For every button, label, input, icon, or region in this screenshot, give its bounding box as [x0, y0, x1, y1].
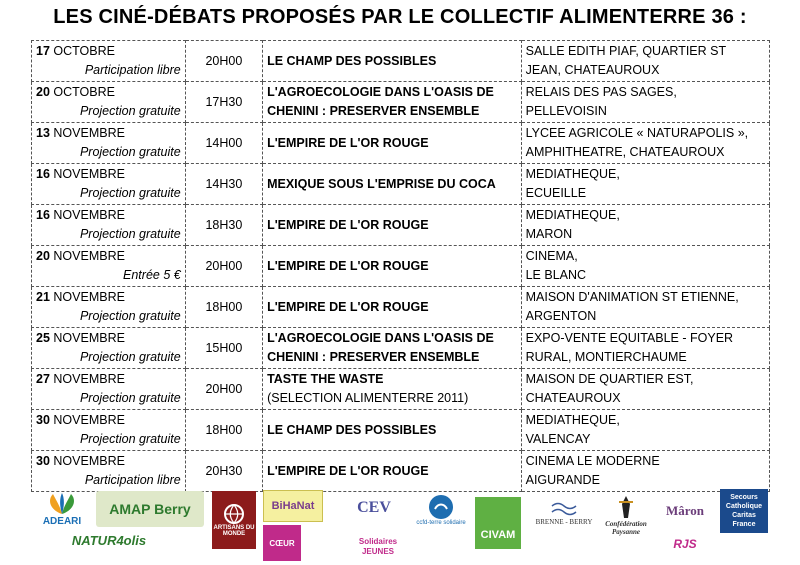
day-number: 27 [36, 372, 50, 386]
venue-cell [521, 287, 769, 328]
day-number: 13 [36, 126, 50, 140]
time-cell: 17H30 [185, 82, 262, 123]
price-note: Projection gratuite [79, 391, 181, 405]
date-cell [32, 369, 186, 410]
month: NOVEMBRE [53, 126, 125, 140]
venue-cell [521, 451, 769, 492]
price-note: Projection gratuite [79, 186, 181, 200]
film-cell [263, 205, 522, 246]
logo-text: BRENNE - BERRY [535, 518, 593, 526]
month: NOVEMBRE [53, 454, 125, 468]
film-cell [263, 164, 522, 205]
table-row [32, 287, 770, 328]
venue-line-2: AMPHITHEATRE, CHATEAUROUX [525, 145, 725, 159]
film-cell [263, 82, 522, 123]
venue-line-2: CHATEAUROUX [525, 391, 621, 405]
logo-text: Confédération Paysanne [605, 520, 647, 536]
venue-cell [521, 205, 769, 246]
film-title: LE CHAMP DES POSSIBLES [267, 53, 437, 68]
venue-cell [521, 164, 769, 205]
film-cell [263, 369, 522, 410]
film-cell [263, 287, 522, 328]
day-number: 20 [36, 85, 50, 99]
amap-logo [96, 491, 204, 527]
logo-text: RJS [673, 537, 697, 551]
civam-logo [475, 497, 521, 549]
adeari-logo [30, 489, 94, 529]
film-cell [263, 410, 522, 451]
venue-cell [521, 123, 769, 164]
day-number: 30 [36, 454, 50, 468]
page-title: LES CINÉ-DÉBATS PROPOSÉS PAR LE COLLECTIF ALIMENTERRE 36 : [53, 6, 747, 28]
day-number: 21 [36, 290, 50, 304]
date-cell [32, 164, 186, 205]
venue-line-2: VALENCAY [525, 432, 591, 446]
table-row [32, 451, 770, 492]
venue-cell [521, 82, 769, 123]
table-row [32, 328, 770, 369]
table-row [32, 205, 770, 246]
time-cell: 18H00 [185, 287, 262, 328]
logo-text: CEV [357, 499, 391, 516]
date-cell [32, 287, 186, 328]
time-cell: 20H00 [185, 246, 262, 287]
price-note: Participation libre [84, 63, 181, 77]
film-cell [263, 451, 522, 492]
venue-line-1: CINEMA LE MODERNE [525, 454, 660, 468]
logo-text: Secours Catholique Caritas France [725, 494, 763, 528]
venue-line-2: LE BLANC [525, 268, 587, 282]
leaf-icon [45, 492, 79, 516]
venue-line-1: EXPO-VENTE EQUITABLE - FOYER [525, 331, 734, 345]
solidaires-jeunes-logo [348, 531, 408, 563]
table-row [32, 369, 770, 410]
table-row [32, 123, 770, 164]
price-note: Participation libre [84, 473, 181, 487]
time-cell: 18H00 [185, 410, 262, 451]
venue-cell [521, 41, 769, 82]
artisans-du-monde-logo [212, 491, 256, 549]
film-title: TASTE THE WASTE [267, 372, 384, 386]
natura-logo [66, 529, 152, 551]
day-number: 16 [36, 208, 50, 222]
venue-line-1: CINEMA, [525, 249, 578, 263]
time-cell: 14H30 [185, 164, 262, 205]
month: NOVEMBRE [53, 372, 125, 386]
day-number: 25 [36, 331, 50, 345]
venue-line-2: ARGENTON [525, 309, 597, 323]
date-cell [32, 451, 186, 492]
logo-text: Mâron [665, 503, 705, 518]
globe-icon [223, 503, 245, 525]
farmer-icon [616, 494, 636, 520]
month: NOVEMBRE [53, 208, 125, 222]
table-row [32, 164, 770, 205]
time-cell: 18H30 [185, 205, 262, 246]
table-row [32, 410, 770, 451]
hands-icon [428, 494, 454, 520]
film-title: L'EMPIRE DE L'OR ROUGE [267, 463, 429, 478]
price-note: Projection gratuite [79, 227, 181, 241]
film-title: L'EMPIRE DE L'OR ROUGE [267, 217, 429, 232]
venue-cell [521, 246, 769, 287]
month: NOVEMBRE [53, 249, 125, 263]
confederation-paysanne-logo [595, 490, 657, 540]
logo-text: BiHaNat [271, 500, 315, 512]
month: NOVEMBRE [53, 167, 125, 181]
logo-text: ccfd-terre solidaire [416, 520, 466, 526]
venue-line-1: MAISON DE QUARTIER EST, [525, 372, 694, 386]
ccfd-logo [410, 490, 472, 530]
venue-line-1: MEDIATHEQUE, [525, 167, 620, 181]
date-cell [32, 246, 186, 287]
venue-line-2: ECUEILLE [525, 186, 587, 200]
waves-icon [551, 500, 577, 518]
film-title: L'AGROECOLOGIE DANS L'OASIS DE CHENINI : PRESERVER ENSEMBLE [267, 331, 494, 364]
logo-text: CIVAM [480, 529, 516, 541]
venue-cell [521, 328, 769, 369]
day-number: 16 [36, 167, 50, 181]
film-cell [263, 246, 522, 287]
table-row [32, 82, 770, 123]
price-note: Projection gratuite [79, 104, 181, 118]
venue-line-1: MEDIATHEQUE, [525, 413, 620, 427]
rjs-logo [658, 531, 712, 557]
venue-cell [521, 369, 769, 410]
venue-line-1: MEDIATHEQUE, [525, 208, 620, 222]
venue-line-1: MAISON D'ANIMATION ST ETIENNE, [525, 290, 739, 304]
table-row [32, 41, 770, 82]
venue-cell [521, 410, 769, 451]
time-cell: 20H30 [185, 451, 262, 492]
logo-text: CŒUR [269, 538, 295, 548]
venue-line-2: AIGURANDE [525, 473, 600, 487]
film-cell [263, 123, 522, 164]
month: OCTOBRE [53, 85, 115, 99]
price-note: Entrée 5 € [123, 268, 181, 282]
month: NOVEMBRE [53, 331, 125, 345]
film-cell [263, 41, 522, 82]
film-title: L'EMPIRE DE L'OR ROUGE [267, 258, 429, 273]
date-cell [32, 41, 186, 82]
film-title: LE CHAMP DES POSSIBLES [267, 422, 437, 437]
film-cell [263, 328, 522, 369]
film-title: L'EMPIRE DE L'OR ROUGE [267, 135, 429, 150]
price-note: Projection gratuite [79, 145, 181, 159]
date-cell [32, 205, 186, 246]
maron-logo [658, 493, 712, 529]
table-row [32, 246, 770, 287]
film-note: (SELECTION ALIMENTERRE 2011) [267, 391, 469, 405]
logo-text: AMAP Berry [109, 501, 191, 517]
secours-catholique-logo [720, 489, 768, 533]
date-cell [32, 328, 186, 369]
day-number: 20 [36, 249, 50, 263]
film-title: MEXIQUE SOUS L'EMPRISE DU COCA [267, 176, 496, 191]
price-note: Projection gratuite [79, 350, 181, 364]
film-title: L'EMPIRE DE L'OR ROUGE [267, 299, 429, 314]
logo-text: ARTISANS DU MONDE [213, 525, 255, 537]
time-cell: 14H00 [185, 123, 262, 164]
venue-line-2: JEAN, CHATEAUROUX [525, 63, 660, 77]
date-cell [32, 410, 186, 451]
film-title: L'AGROECOLOGIE DANS L'OASIS DE CHENINI : PRESERVER ENSEMBLE [267, 85, 494, 118]
venue-line-2: PELLEVOISIN [525, 104, 607, 118]
partner-logos [30, 487, 770, 565]
day-number: 30 [36, 413, 50, 427]
time-cell: 20H00 [185, 41, 262, 82]
venue-line-1: LYCEE AGRICOLE « NATURAPOLIS », [525, 126, 749, 140]
logo-text: NATUR4olis [71, 532, 147, 548]
month: NOVEMBRE [53, 413, 125, 427]
logo-text: Solidaires JEUNES [358, 537, 398, 556]
price-note: Projection gratuite [79, 432, 181, 446]
venue-line-1: SALLE EDITH PIAF, QUARTIER ST [525, 44, 727, 58]
price-note: Projection gratuite [79, 309, 181, 323]
venue-line-1: RELAIS DES PAS SAGES, [525, 85, 677, 99]
date-cell [32, 82, 186, 123]
bihanat-logo [263, 490, 323, 522]
date-cell [32, 123, 186, 164]
time-cell: 20H00 [185, 369, 262, 410]
venue-line-2: RURAL, MONTIERCHAUME [525, 350, 687, 364]
venue-line-2: MARON [525, 227, 573, 241]
time-cell: 15H00 [185, 328, 262, 369]
month: OCTOBRE [53, 44, 115, 58]
coeur-logo [263, 525, 301, 561]
cev-logo [342, 491, 406, 525]
brenne-berry-logo [535, 495, 593, 531]
schedule-table [31, 40, 770, 492]
day-number: 17 [36, 44, 50, 58]
logo-text: ADEARI [42, 515, 82, 527]
month: NOVEMBRE [53, 290, 125, 304]
